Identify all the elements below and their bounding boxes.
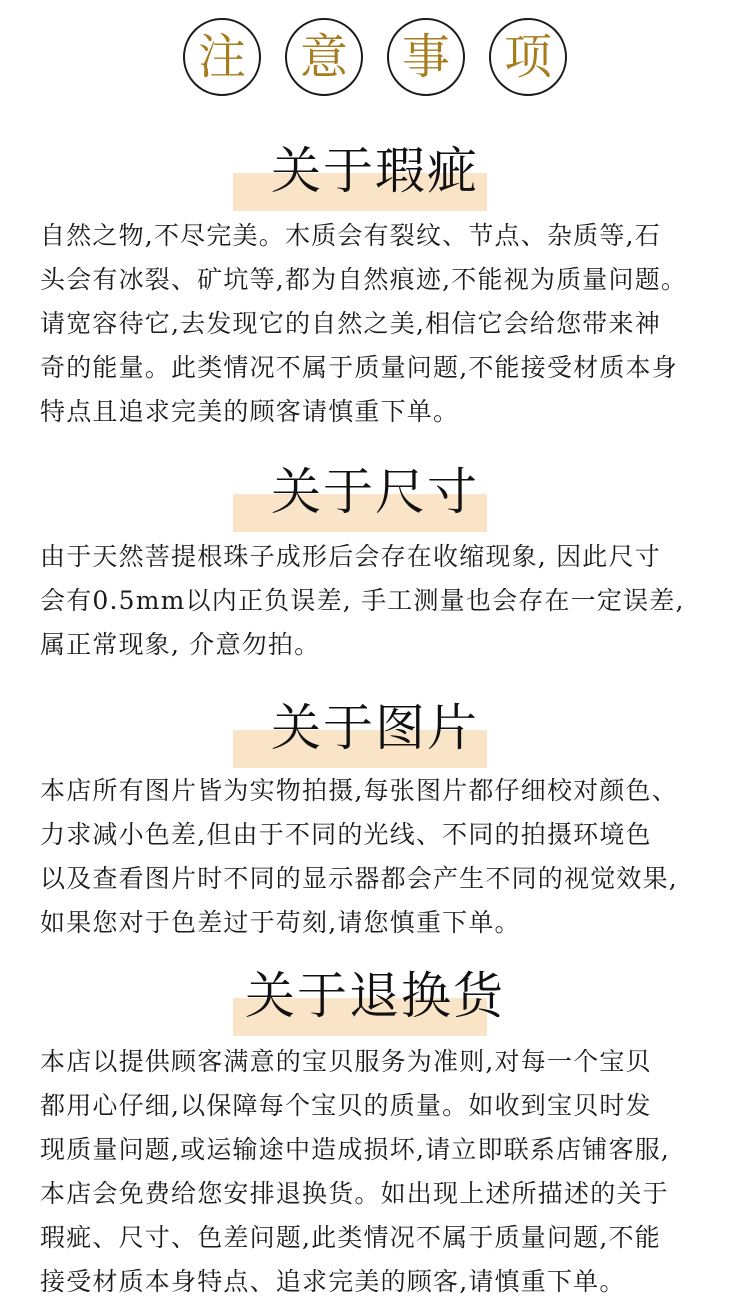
- header-char-circle: 项: [489, 18, 567, 96]
- section-body-flaws: [40, 214, 730, 434]
- body-line: 奇的能量。此类情况不属于质量问题,不能接受材质本身: [40, 353, 678, 382]
- body-line: 本店所有图片皆为实物拍摄,每张图片都仔细校对颜色、: [40, 776, 678, 805]
- body-line: 本店以提供顾客满意的宝贝服务为准则,对每一个宝贝: [40, 1047, 652, 1076]
- section-heading: 关于尺寸: [271, 463, 479, 521]
- section-heading: 关于图片: [271, 699, 479, 757]
- body-line: 自然之物,不尽完美。木质会有裂纹、节点、杂质等,石: [40, 221, 661, 250]
- section-heading: 关于瑕疵: [271, 142, 479, 200]
- body-line: 现质量问题,或运输途中造成损坏,请立即联系店铺客服,: [40, 1135, 671, 1164]
- body-line: 特点且追求完美的顾客请慎重下单。: [40, 397, 460, 426]
- body-line: 接受材质本身特点、追求完美的顾客,请慎重下单。: [40, 1267, 626, 1296]
- section-title-flaws: [0, 141, 750, 211]
- section-body-pictures: [40, 769, 730, 945]
- body-line: 力求减小色差,但由于不同的光线、不同的拍摄环境色: [40, 820, 652, 849]
- section-title-returns: [0, 966, 750, 1036]
- body-line: 请宽容待它,去发现它的自然之美,相信它会给您带来神: [40, 309, 661, 338]
- body-line: 如果您对于色差过于苟刻,请您慎重下单。: [40, 908, 521, 937]
- body-line: 本店会免费给您安排退换货。如出现上述所描述的关于: [40, 1179, 669, 1208]
- header-char-circle: 意: [285, 18, 363, 96]
- section-body-size: [40, 535, 730, 667]
- header-char-circle: 事: [387, 18, 465, 96]
- section-body-returns: [40, 1040, 730, 1304]
- body-line: 瑕疵、尺寸、色差问题,此类情况不属于质量问题,不能: [40, 1223, 661, 1252]
- section-title-pictures: [0, 698, 750, 768]
- body-line: 属正常现象, 介意勿拍。: [40, 630, 321, 659]
- section-title-size: [0, 462, 750, 532]
- body-line: 以及查看图片时不同的显示器都会产生不同的视觉效果,: [40, 864, 678, 893]
- notice-header: [0, 18, 750, 98]
- body-line: 都用心仔细,以保障每个宝贝的质量。如收到宝贝时发: [40, 1091, 652, 1120]
- body-line: 会有0.5mm以内正负误差, 手工测量也会存在一定误差,: [40, 586, 685, 615]
- body-line: 由于天然菩提根珠子成形后会存在收缩现象, 因此尺寸: [40, 542, 661, 571]
- body-line: 头会有冰裂、矿坑等,都为自然痕迹,不能视为质量问题。: [40, 265, 688, 294]
- section-heading: 关于退换货: [245, 967, 505, 1025]
- header-char-circle: 注: [183, 18, 261, 96]
